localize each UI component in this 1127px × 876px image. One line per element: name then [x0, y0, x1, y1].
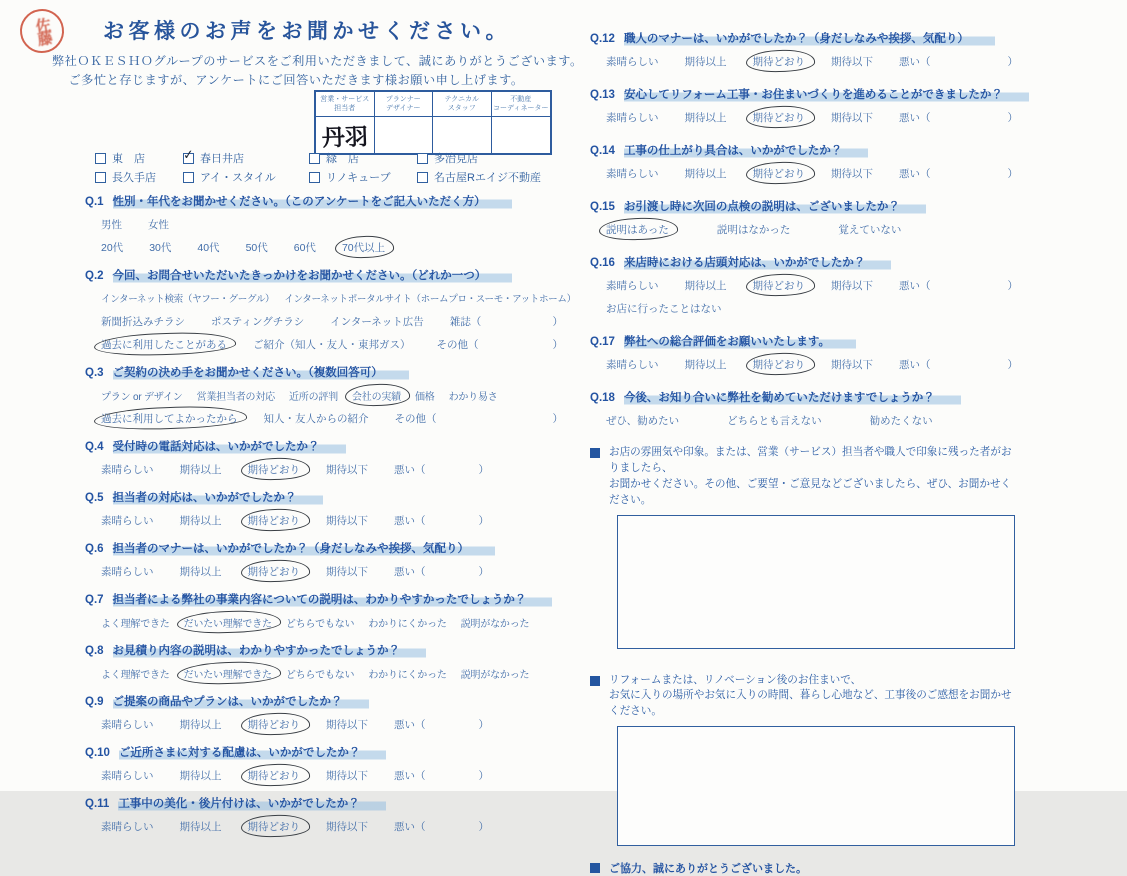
closing-paren: ）: [1007, 279, 1018, 292]
answer-option: 新聞折込みチラシ: [101, 315, 185, 328]
answer-option: 期待以下: [831, 55, 873, 68]
store-row-1: [95, 146, 565, 166]
answer-option: 素晴らしい: [606, 167, 659, 180]
answer-option: 悪い（: [394, 820, 426, 833]
store-checkbox-group: [95, 146, 565, 188]
question-number: Q.2: [85, 270, 104, 282]
store-label: 春日井店: [200, 153, 244, 165]
store-option-unchecked: [417, 150, 565, 166]
staff-header: 営業・サービス: [320, 96, 370, 103]
question-q11: [85, 795, 563, 836]
answer-option: 期待以上: [684, 111, 727, 124]
answer-option-circled: だいたい理解できた: [184, 666, 272, 681]
checkbox-icon: [417, 172, 428, 183]
answer-option: 期待以下: [326, 718, 368, 731]
question-number: Q.6: [85, 543, 104, 555]
answer-option: 期待以上: [179, 514, 222, 527]
answer-option: 勧めたくない: [869, 414, 933, 427]
question-title: 担当者による弊社の事業内容についての説明は、わかりやすかったでしょうか？: [113, 591, 553, 607]
answer-option-circled: 期待どおり: [247, 463, 300, 476]
question-title: 担当者のマナーは、いかがでしたか？（身だしなみや挨拶、気配り）: [113, 540, 496, 556]
checkbox-icon: [309, 153, 320, 164]
answer-options-row: [85, 311, 563, 331]
answer-option: ポスティングチラシ: [211, 315, 305, 328]
answer-options-row: [85, 510, 489, 530]
answer-options-row: [85, 561, 489, 581]
question-q6: [85, 540, 563, 581]
question-title: 性別・年代をお聞かせください。（このアンケートをご記入いただく方）: [113, 193, 512, 209]
answer-options-row: [85, 408, 563, 428]
question-title: お引渡し時に次回の点検の説明は、ございましたか？: [624, 198, 926, 214]
answer-option: 男性: [101, 218, 122, 231]
answer-option: 素晴らしい: [101, 463, 154, 476]
question-number: Q.4: [85, 441, 104, 453]
answer-option: 覚えていない: [838, 223, 902, 236]
answer-option: 知人・友人からの紹介: [263, 412, 369, 425]
checkbox-icon: [95, 172, 106, 183]
answer-option-circled: 会社の実績: [352, 388, 401, 403]
answer-options-row: [590, 163, 1018, 183]
intro-line-1: 弊社ＯＫＥＳＨＯグループのサービスをご利用いただきまして、誠にありがとうございます。: [52, 54, 583, 68]
store-option-unchecked: [95, 150, 183, 166]
answer-options-row: [85, 765, 489, 785]
answer-option: 説明がなかった: [460, 669, 530, 681]
staff-cell-empty: [374, 116, 433, 154]
closing-paren: ）: [478, 769, 489, 782]
comment2-line1: リフォームまたは、リノベーション後のお住まいで、: [609, 673, 862, 686]
answer-option-circled: 期待どおり: [752, 55, 805, 68]
store-label: 長久手店: [112, 172, 156, 184]
answer-option: 期待以下: [326, 820, 368, 833]
answer-option: 女性: [148, 218, 169, 231]
answer-options-row: [85, 714, 489, 734]
answer-option: わかりにくかった: [368, 669, 447, 681]
closing-paren: ）: [1007, 167, 1018, 180]
answer-option-circled: 過去に利用したことがある: [101, 338, 227, 351]
answer-option: ご紹介（知人・友人・東邦ガス）: [253, 338, 411, 351]
answer-option: 説明はなかった: [716, 223, 791, 236]
answer-option: 素晴らしい: [101, 565, 154, 578]
question-number: Q.5: [85, 492, 104, 504]
answer-option: 期待以上: [684, 279, 727, 292]
answer-option: 期待以下: [326, 565, 368, 578]
store-label: 名古屋Rエイジ不動産: [434, 172, 541, 184]
square-bullet-icon: [590, 448, 600, 458]
answer-options-row: [590, 298, 1015, 318]
store-label: 緑 店: [326, 153, 359, 165]
answer-option: 期待以下: [831, 167, 873, 180]
answer-option: 営業担当者の対応: [196, 391, 275, 403]
answer-option-circled: 期待どおり: [752, 111, 805, 124]
answer-option: 雑誌（: [449, 315, 482, 328]
hanko-stamp-icon: [17, 6, 67, 56]
question-q13: [590, 86, 1018, 127]
answer-option: 期待以上: [684, 358, 727, 371]
comment1-line1: お店の雰囲気や印象。または、営業（サービス）担当者や職人で印象に残った者がおりましたら、: [609, 446, 1012, 474]
answer-option: 期待以下: [326, 514, 368, 527]
staff-column-technical: テクニカル スタッフ: [433, 92, 492, 153]
store-option-unchecked: [95, 169, 183, 185]
question-number: Q.18: [590, 392, 615, 404]
question-title: ご提案の商品やプランは、いかがでしたか？: [113, 693, 369, 709]
store-row-2: [95, 169, 565, 185]
page-title: お客様のお声をお聞かせください。: [103, 20, 511, 43]
answer-option: どちらでもない: [285, 669, 355, 681]
store-option-unchecked: [417, 169, 565, 185]
closing-paren: ）: [552, 338, 563, 351]
answer-option: 40代: [197, 241, 220, 254]
question-title: 担当者の対応は、いかがでしたか？: [113, 489, 323, 505]
answer-option: 50代: [245, 241, 268, 254]
hanko-stamp-glyphs: 佐藤: [32, 16, 53, 45]
answer-option: インターネット検索（ヤフー・グーグル）: [101, 294, 275, 305]
answer-options-row: [590, 107, 1018, 127]
answer-options-row: [590, 51, 1018, 71]
answer-option: 素晴らしい: [101, 514, 154, 527]
closing-paren: ）: [552, 315, 563, 328]
answer-option-circled: 過去に利用してよかったから: [101, 412, 238, 425]
question-number: Q.17: [590, 336, 615, 348]
store-option-unchecked: [309, 169, 417, 185]
thanks-footer: [590, 860, 1015, 876]
questions-column-left: [85, 193, 576, 846]
question-title: 安心してリフォーム工事・お住まいづくりを進めることができましたか？: [624, 86, 1029, 102]
comment-writein-box-2: [617, 726, 1015, 846]
question-q12: [590, 30, 1018, 71]
answer-option-circled: 期待どおり: [247, 769, 300, 782]
question-q17: [590, 333, 1018, 374]
square-bullet-icon: [590, 676, 600, 686]
answer-option: 悪い（: [899, 111, 931, 124]
intro-line-2: ご多忙と存じますが、アンケートにご回答いただきます様お願い申し上げます。: [68, 72, 524, 87]
answer-option-circled: 期待どおり: [752, 358, 805, 371]
answer-option: 期待以下: [831, 358, 873, 371]
closing-paren: ）: [478, 463, 489, 476]
staff-cell-empty: [432, 116, 491, 154]
answer-option-circled: だいたい理解できた: [184, 615, 272, 630]
answer-option: わかり易さ: [448, 391, 498, 403]
store-label: リノキューブ: [326, 172, 391, 184]
answer-option: 期待以上: [179, 718, 222, 731]
question-q10: [85, 744, 563, 785]
intro-text: [52, 52, 583, 90]
comment1-line2: お聞かせください。その他、ご要望・ご意見などございましたら、ぜひ、お聞かせください。: [609, 477, 1012, 506]
staff-header: テクニカル: [444, 96, 480, 103]
question-q16: [590, 254, 1018, 318]
store-label: 多治見店: [434, 153, 478, 165]
answer-option: 悪い（: [394, 718, 426, 731]
answer-option: 素晴らしい: [606, 55, 659, 68]
answer-option: インターネットポータルサイト（ホームプロ・スーモ・アットホーム）: [284, 294, 576, 305]
staff-header: プランナー: [385, 96, 421, 103]
answer-option-circled: 期待どおり: [247, 565, 300, 578]
answer-option-circled: 70代以上: [341, 241, 386, 254]
question-q9: [85, 693, 563, 734]
question-q14: [590, 142, 1018, 183]
question-q2: [85, 267, 576, 354]
question-q15: [590, 198, 1015, 239]
answer-option: 悪い（: [394, 769, 426, 782]
answer-option: わかりにくかった: [368, 618, 447, 630]
answer-option: 素晴らしい: [101, 769, 154, 782]
answer-option: 期待以下: [326, 463, 368, 476]
question-number: Q.14: [590, 145, 615, 157]
store-option-unchecked: [309, 150, 417, 166]
answer-option: 期待以下: [831, 279, 873, 292]
answer-option: プラン or デザイン: [101, 391, 183, 403]
comment2-line2: お気に入りの場所やお気に入りの時間、暮らし心地など、工事後のご感想をお聞かせください。: [609, 689, 1012, 718]
store-label: 東 店: [112, 153, 145, 165]
store-option-unchecked: [183, 169, 309, 185]
staff-column-sales: 営業・サービス 担当者 丹羽: [316, 92, 375, 153]
answer-option: 素晴らしい: [101, 820, 154, 833]
answer-option: 30代: [149, 241, 172, 254]
answer-option: 期待以上: [684, 55, 727, 68]
comment-section-shop-impression: [590, 445, 1015, 649]
closing-paren: ）: [552, 412, 563, 425]
staff-column-realestate: 不動産 コーディネーター: [492, 92, 551, 153]
answer-options-row: [85, 459, 489, 479]
question-q8: [85, 642, 563, 683]
answer-option: その他（: [436, 338, 479, 351]
comment-section-after-reform: [590, 673, 1015, 847]
question-title: 受付時の電話対応は、いかがでしたか？: [113, 438, 346, 454]
answer-option-circled: 期待どおり: [247, 514, 300, 527]
answer-option-circled: 期待どおり: [247, 820, 300, 833]
answer-options-row: [85, 214, 563, 234]
question-title: 弊社への総合評価をお願いいたします。: [624, 333, 856, 349]
answer-option: 近所の評判: [288, 391, 338, 403]
answer-options-row: [85, 288, 576, 308]
answer-options-row: [85, 816, 489, 836]
question-number: Q.11: [85, 798, 110, 810]
answer-option: 60代: [293, 241, 316, 254]
answer-option-circled: 説明はあった: [606, 223, 669, 236]
checkbox-icon: [95, 153, 106, 164]
answer-option: 素晴らしい: [606, 279, 659, 292]
question-number: Q.1: [85, 196, 104, 208]
answer-option-circled: 期待どおり: [752, 167, 805, 180]
staff-cell-empty: [491, 116, 551, 154]
answer-option-circled: 期待どおり: [752, 279, 805, 292]
answer-option: どちらとも言えない: [727, 414, 822, 427]
staff-column-planner: プランナー デザイナー: [375, 92, 434, 153]
question-number: Q.10: [85, 747, 110, 759]
checkbox-icon: [309, 172, 320, 183]
closing-paren: ）: [1007, 111, 1018, 124]
answer-option: 期待以上: [179, 463, 222, 476]
answer-option: 期待以下: [831, 111, 873, 124]
question-number: Q.12: [590, 33, 615, 45]
answer-option: 悪い（: [899, 279, 931, 292]
question-number: Q.9: [85, 696, 104, 708]
staff-handwritten-name: 丹羽: [321, 123, 369, 151]
question-title: ご契約の決め手をお聞かせください。（複数回答可）: [113, 364, 409, 380]
answer-options-row: [590, 219, 1015, 239]
answer-option-circled: 期待どおり: [247, 718, 300, 731]
answer-option: 説明がなかった: [460, 618, 530, 630]
question-title: 今後、お知り合いに弊社を勧めていただけますでしょうか？: [624, 389, 961, 405]
staff-header: 不動産: [510, 96, 532, 103]
question-title: お見積り内容の説明は、わかりやすかったでしょうか？: [113, 642, 427, 658]
closing-paren: ）: [478, 718, 489, 731]
answer-option: 悪い（: [899, 167, 931, 180]
answer-options-row: [85, 663, 563, 683]
answer-options-row: [85, 612, 563, 632]
question-q18: [590, 389, 1015, 430]
closing-paren: ）: [1007, 55, 1018, 68]
answer-options-row: [590, 275, 1018, 295]
question-number: Q.3: [85, 367, 104, 379]
answer-options-row: [590, 410, 1015, 430]
answer-option: その他（: [394, 412, 437, 425]
answer-option: 期待以上: [684, 167, 727, 180]
answer-options-row: [85, 385, 563, 405]
answer-options-row: [85, 237, 563, 257]
answer-option: お店に行ったことはない: [606, 302, 722, 315]
question-title: 今回、お問合せいただいたきっかけをお聞かせください。（どれか一つ）: [113, 267, 513, 283]
question-title: 工事の仕上がり具合は、いかがでしたか？: [624, 142, 869, 158]
answer-option: 悪い（: [394, 565, 426, 578]
question-number: Q.13: [590, 89, 615, 101]
answer-option: 素晴らしい: [101, 718, 154, 731]
question-q4: [85, 438, 563, 479]
answer-option: 期待以上: [179, 565, 222, 578]
answer-option: 価格: [414, 391, 435, 403]
question-number: Q.7: [85, 594, 104, 606]
answer-option: よく理解できた: [101, 618, 170, 630]
answer-option: 悪い（: [394, 463, 426, 476]
checkbox-icon: [417, 153, 428, 164]
handwritten-check-icon: ✓: [182, 146, 195, 162]
closing-paren: ）: [478, 514, 489, 527]
answer-option: 悪い（: [899, 55, 931, 68]
answer-option: どちらでもない: [285, 618, 355, 630]
question-title: 来店時における店頭対応は、いかがでしたか？: [624, 254, 892, 270]
closing-paren: ）: [478, 820, 489, 833]
answer-option: ぜひ、勧めたい: [606, 414, 680, 427]
question-number: Q.8: [85, 645, 104, 657]
answer-option: 素晴らしい: [606, 358, 659, 371]
question-q7: [85, 591, 563, 632]
answer-option: 悪い（: [394, 514, 426, 527]
question-number: Q.16: [590, 257, 615, 269]
checkbox-checked-icon: [182, 146, 195, 164]
closing-paren: ）: [478, 565, 489, 578]
answer-option: インターネット広告: [330, 315, 424, 328]
answer-option: 素晴らしい: [606, 111, 659, 124]
comment-writein-box-1: [617, 515, 1015, 649]
answer-option: 期待以下: [326, 769, 368, 782]
question-title: ご近所さまに対する配慮は、いかがでしたか？: [119, 744, 387, 760]
answer-option: 期待以上: [179, 820, 222, 833]
thanks-text: ご協力、誠にありがとうございました。: [609, 863, 807, 876]
checkbox-icon: [183, 172, 194, 183]
answer-options-row: [590, 354, 1018, 374]
store-label: アイ・スタイル: [200, 172, 276, 184]
answer-option: 期待以上: [179, 769, 222, 782]
answer-option: 20代: [101, 241, 124, 254]
square-bullet-icon: [590, 863, 600, 873]
closing-paren: ）: [1007, 358, 1018, 371]
question-q3: [85, 364, 563, 428]
question-title: 職人のマナーは、いかがでしたか？（身だしなみや挨拶、気配り）: [624, 30, 995, 46]
answer-option: よく理解できた: [101, 669, 170, 681]
store-option-checked: [182, 146, 309, 166]
question-number: Q.15: [590, 201, 615, 213]
staff-table: [314, 90, 552, 155]
question-q1: [85, 193, 563, 257]
answer-option: 悪い（: [899, 358, 931, 371]
answer-options-row: [85, 334, 563, 354]
questions-column-right: [590, 22, 1018, 876]
question-title: 工事中の美化・後片付けは、いかがでしたか？: [118, 795, 386, 811]
question-q5: [85, 489, 563, 530]
